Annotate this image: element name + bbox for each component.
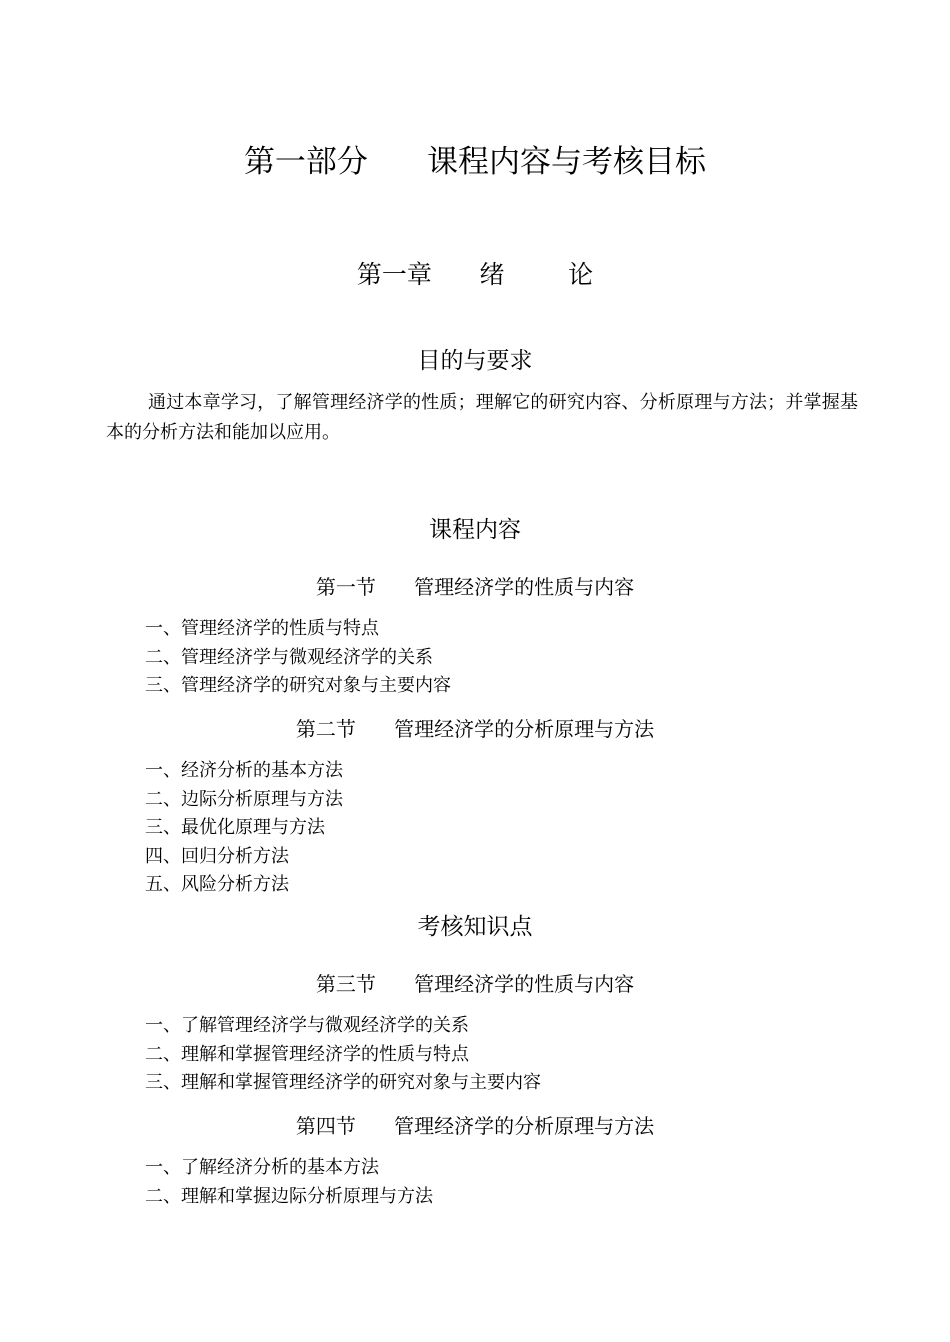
list-item: 二、理解和掌握边际分析原理与方法 bbox=[145, 1185, 433, 1207]
list-item: 三、最优化原理与方法 bbox=[145, 817, 325, 838]
objectives-paragraph: 通过本章学习，了解管理经济学的性质；理解它的研究内容、分析原理与方法；并掌握基本的分析方法和能加以应用。 bbox=[106, 392, 858, 443]
list-item: 一、了解经济分析的基本方法 bbox=[145, 1157, 379, 1178]
section-1-list bbox=[145, 615, 451, 701]
part-title: 第一部分 课程内容与考核目标 bbox=[243, 144, 707, 180]
section-4-list bbox=[145, 1154, 433, 1211]
objectives-heading: 目的与要求 bbox=[417, 348, 533, 374]
course-content-heading: 课程内容 bbox=[429, 517, 521, 543]
list-item: 三、理解和掌握管理经济学的研究对象与主要内容 bbox=[145, 1072, 541, 1093]
list-item: 一、管理经济学的性质与特点 bbox=[145, 618, 379, 639]
list-item: 二、理解和掌握管理经济学的性质与特点 bbox=[145, 1043, 469, 1065]
section-title-4: 第四节 管理经济学的分析原理与方法 bbox=[295, 1114, 655, 1138]
list-item: 二、管理经济学与微观经济学的关系 bbox=[145, 646, 433, 668]
list-item: 五、风险分析方法 bbox=[145, 874, 289, 895]
section-2-list bbox=[145, 757, 343, 900]
section-title-2: 第二节 管理经济学的分析原理与方法 bbox=[295, 717, 655, 741]
chapter-title: 第一章 绪 论 bbox=[356, 260, 594, 289]
section-title-1: 第一节 管理经济学的性质与内容 bbox=[315, 575, 635, 599]
list-item: 一、了解管理经济学与微观经济学的关系 bbox=[145, 1015, 469, 1036]
section-title-3: 第三节 管理经济学的性质与内容 bbox=[315, 972, 635, 996]
exam-points-heading: 考核知识点 bbox=[417, 914, 533, 940]
section-3-list bbox=[145, 1012, 541, 1098]
list-item: 三、管理经济学的研究对象与主要内容 bbox=[145, 675, 451, 696]
list-item: 二、边际分析原理与方法 bbox=[145, 788, 343, 810]
list-item: 一、经济分析的基本方法 bbox=[145, 760, 343, 781]
list-item: 四、回归分析方法 bbox=[145, 845, 289, 867]
